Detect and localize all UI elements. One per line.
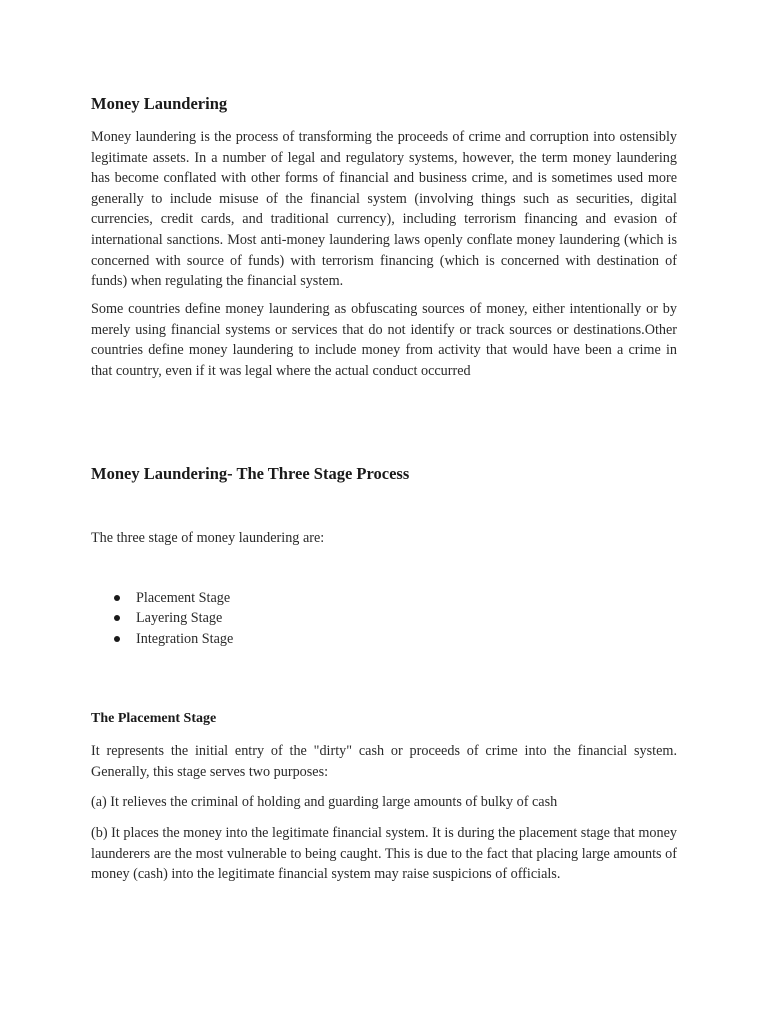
paragraph-definition: Money laundering is the process of transforming the proceeds of crime and corruption into ostensibly legitimate assets. In a number of legal and regulatory systems, however, the term money laundering has become conflated with other forms of financial and business crime, and is sometimes used more generally to include misuse of the financial system (involving things such as securities, digital currencies, credit cards, and traditional currency), including terrorism financing and evasion of international sanctions. Most anti-money laundering laws openly conflate money laundering (which is concerned with source of funds) with terrorism financing (which is concerned with destination of funds) when regulating the financial system. — [91, 129, 677, 290]
paragraph-point-a: (a) It relieves the criminal of holding and guarding large amounts of bulky of cash — [91, 794, 558, 810]
paragraph-stages-intro: The three stage of money laundering are: — [91, 530, 325, 546]
list-item-label: Integration Stage — [136, 630, 234, 647]
list-item-label: Placement Stage — [136, 590, 231, 606]
section-heading-placement-stage: The Placement Stage — [91, 711, 217, 726]
section-heading-money-laundering: Money Laundering — [91, 94, 228, 113]
bullet-icon — [114, 636, 120, 642]
paragraph-country-definitions: Some countries define money laundering as obfuscating sources of money, either intentionally or by merely using financial systems or services that do not identify or track sources or destinations.Other countries define money laundering to include money from activity that would have been a crime in that country, even if it was legal where the actual conduct occurred — [91, 301, 677, 379]
bullet-icon — [114, 595, 120, 601]
stage-list — [91, 588, 233, 649]
list-item — [91, 588, 233, 608]
paragraph-placement-intro: It represents the initial entry of the "dirty" cash or proceeds of crime into the financial system. Generally, this stage serves two purposes: — [91, 743, 677, 780]
section-heading-three-stage-process: Money Laundering- The Three Stage Process — [91, 464, 410, 483]
paragraph-point-b: (b) It places the money into the legitimate financial system. It is during the placement stage that money launderers are the most vulnerable to being caught. This is due to the fact that placing large amounts of money (cash) into the legitimate financial system may raise suspicions of officials. — [91, 825, 677, 883]
list-item-label: Layering Stage — [136, 610, 223, 627]
list-item — [91, 629, 233, 649]
list-item — [91, 608, 233, 628]
bullet-icon — [114, 615, 120, 621]
